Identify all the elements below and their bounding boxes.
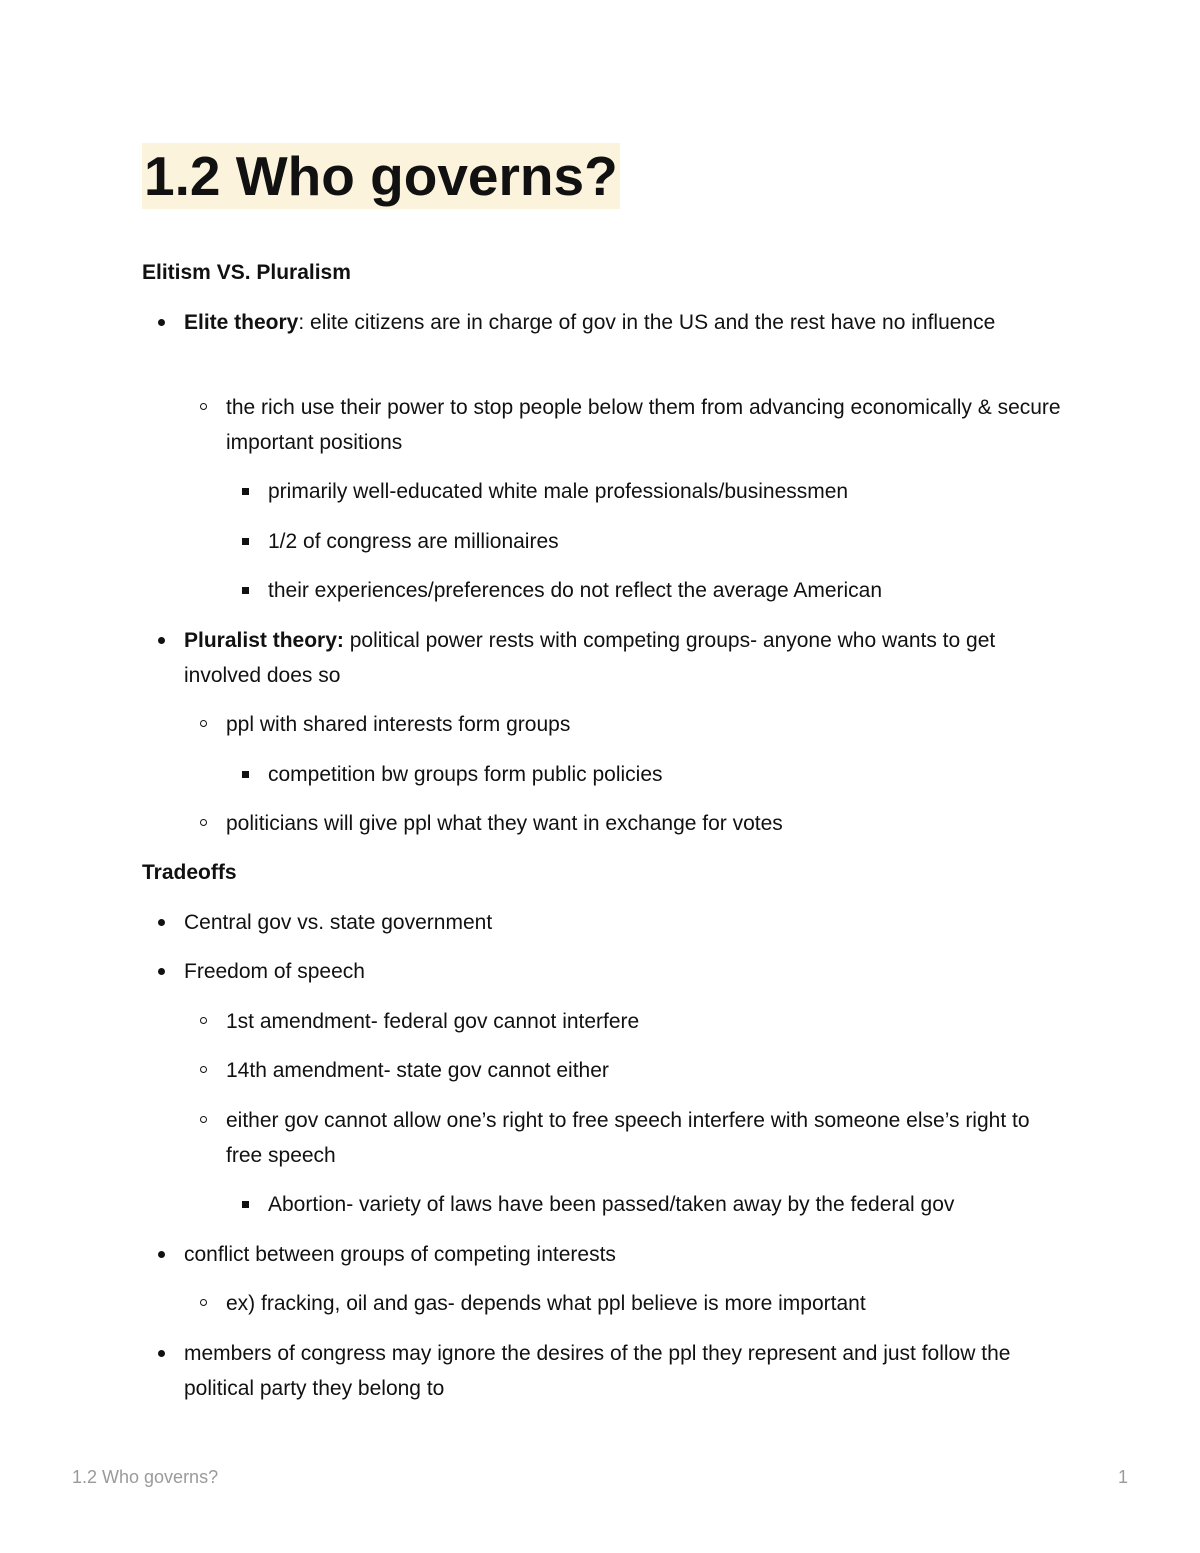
list-item	[226, 707, 1066, 742]
definition-elite-theory: : elite citizens are in charge of gov in the US and the rest have no influence	[298, 311, 996, 334]
term-elite-theory: Elite theory	[184, 311, 299, 334]
list-item-text: 1/2 of congress are millionaires	[268, 530, 559, 553]
list-item-text: ppl with shared interests form groups	[226, 713, 571, 736]
square-bullet-icon	[242, 538, 249, 545]
circle-bullet-icon	[200, 1116, 207, 1123]
list-item-text: ex) fracking, oil and gas- depends what ppl believe is more important	[226, 1292, 866, 1315]
disc-bullet-icon	[158, 319, 165, 326]
square-bullet-icon	[242, 488, 249, 495]
disc-bullet-icon	[158, 1251, 165, 1258]
circle-bullet-icon	[200, 1066, 207, 1073]
list-item	[184, 1237, 1064, 1272]
square-bullet-icon	[242, 587, 249, 594]
list-item	[268, 474, 1068, 509]
page-title: 1.2 Who governs?	[144, 145, 618, 207]
list-item	[268, 757, 1068, 792]
circle-bullet-icon	[200, 403, 207, 410]
list-item	[184, 954, 1064, 989]
list-item	[226, 1004, 1066, 1039]
list-item-text: Central gov vs. state government	[184, 911, 493, 934]
disc-bullet-icon	[158, 919, 165, 926]
term-pluralist-theory: Pluralist theory:	[184, 629, 344, 652]
list-item-elite-theory	[184, 305, 1064, 340]
list-item-pluralist-theory	[184, 623, 1064, 693]
disc-bullet-icon	[158, 1350, 165, 1357]
list-item	[226, 806, 1066, 841]
list-item-text: their experiences/preferences do not reflect the average American	[268, 579, 883, 602]
circle-bullet-icon	[200, 819, 207, 826]
definition-pluralist-theory: political power rests with competing groups- anyone who wants to get involved does so	[184, 629, 996, 687]
list-item	[226, 1053, 1066, 1088]
list-item	[226, 1103, 1066, 1173]
list-item-text: either gov cannot allow one’s right to free speech interfere with someone else’s right to free speech	[226, 1109, 1030, 1167]
list-item-text: Abortion- variety of laws have been passed/taken away by the federal gov	[268, 1193, 955, 1216]
list-item	[184, 1336, 1064, 1406]
section-heading-tradeoffs: Tradeoffs	[142, 861, 237, 884]
list-item-text: primarily well-educated white male professionals/businessmen	[268, 480, 849, 503]
circle-bullet-icon	[200, 1017, 207, 1024]
list-item-text: 14th amendment- state gov cannot either	[226, 1059, 609, 1082]
list-item-text: competition bw groups form public policies	[268, 763, 663, 786]
list-item	[268, 573, 1068, 608]
section-heading-elitism-pluralism: Elitism VS. Pluralism	[142, 261, 351, 284]
list-item-text: the rich use their power to stop people below them from advancing economically & secure important positions	[226, 396, 1061, 454]
disc-bullet-icon	[158, 968, 165, 975]
square-bullet-icon	[242, 1201, 249, 1208]
circle-bullet-icon	[200, 1299, 207, 1306]
page-number: 1	[1117, 1467, 1128, 1487]
list-item	[268, 524, 1068, 559]
footer-title: 1.2 Who governs?	[72, 1467, 219, 1487]
list-item	[226, 390, 1066, 460]
square-bullet-icon	[242, 771, 249, 778]
list-item	[184, 905, 1064, 940]
disc-bullet-icon	[158, 637, 165, 644]
list-item-text: 1st amendment- federal gov cannot interfere	[226, 1010, 640, 1033]
list-item-text: conflict between groups of competing interests	[184, 1243, 616, 1266]
list-item	[268, 1187, 1068, 1222]
list-item-text: members of congress may ignore the desires of the ppl they represent and just follow the political party they belong to	[184, 1342, 1011, 1400]
list-item-text: Freedom of speech	[184, 960, 365, 983]
list-item	[226, 1286, 1066, 1321]
list-item-text: politicians will give ppl what they want in exchange for votes	[226, 812, 783, 835]
circle-bullet-icon	[200, 720, 207, 727]
